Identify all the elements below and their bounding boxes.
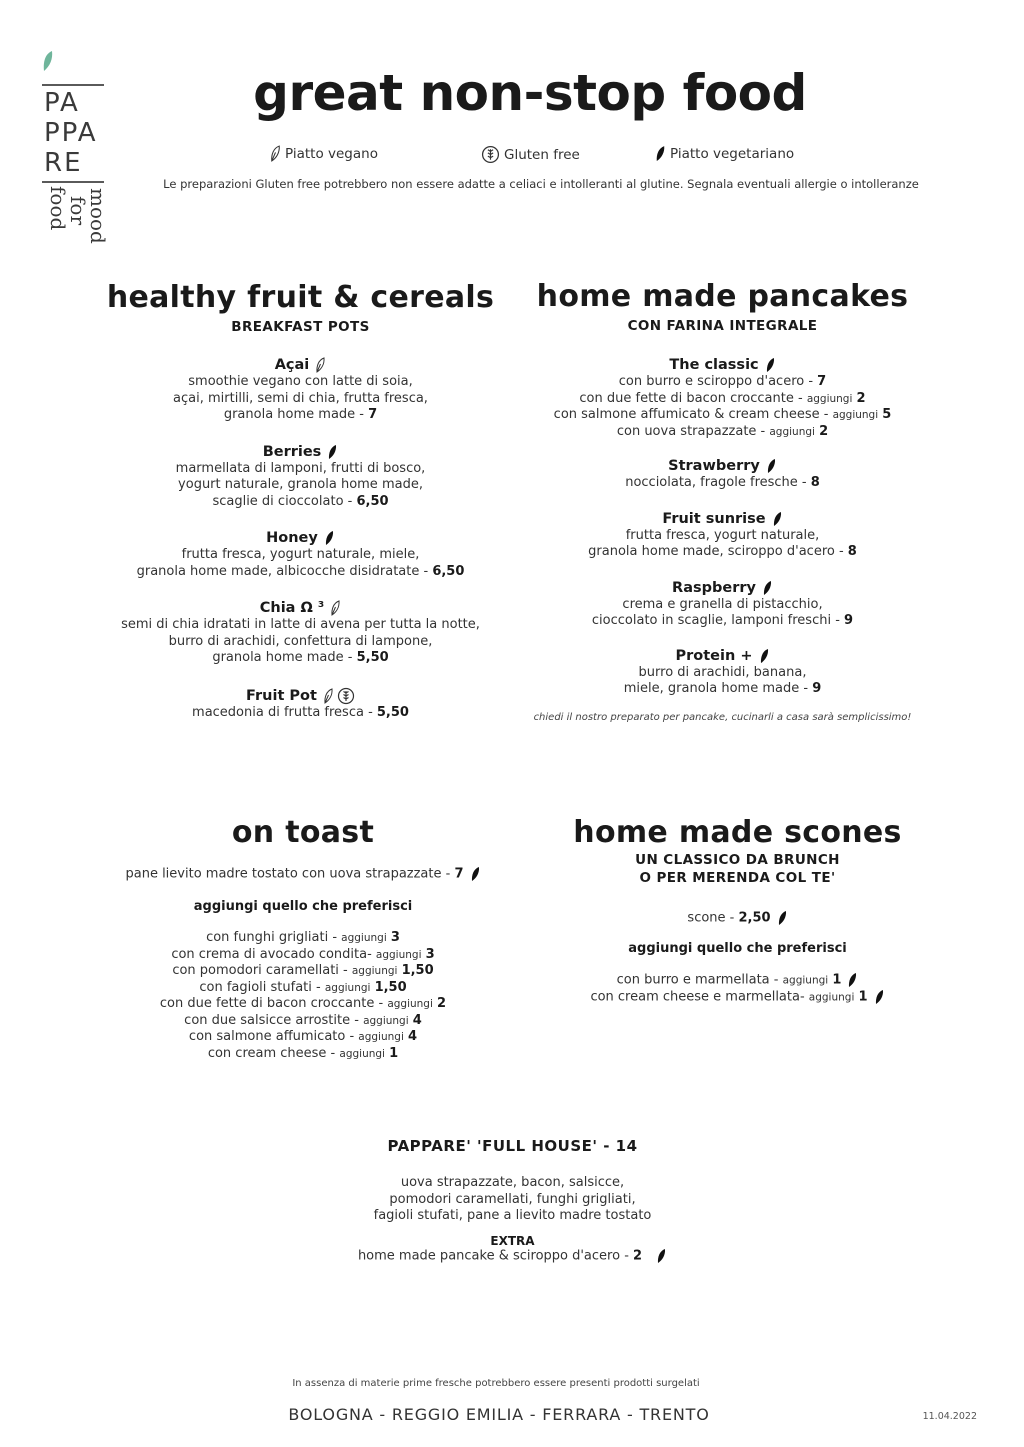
gluten-free-icon bbox=[337, 687, 355, 705]
item-name: Honey bbox=[266, 530, 318, 546]
list-item: con due fette di bacon croccante - aggiungi 2 bbox=[159, 996, 447, 1011]
section-title: home made scones bbox=[573, 815, 902, 850]
item-price: 7 bbox=[368, 407, 378, 422]
item-price: 9 bbox=[812, 681, 822, 696]
extra-heading: EXTRA bbox=[490, 1233, 535, 1248]
item-desc: con burro e sciroppo d'acero - bbox=[618, 374, 818, 389]
pancake-mix-note: chiedi il nostro preparato per pancake, cucinarli a casa sarà semplicissimo! bbox=[533, 711, 912, 723]
logo-text-1: PA bbox=[44, 88, 80, 118]
item-price: 6,50 bbox=[432, 563, 465, 579]
legend-vegetarian-label: Piatto vegetariano bbox=[670, 145, 795, 162]
list-item: con cream cheese - aggiungi 1 bbox=[207, 1045, 399, 1061]
menu-item-berries bbox=[98, 444, 503, 511]
vegetarian-leaf-icon bbox=[762, 580, 773, 596]
item-desc: macedonia di frutta fresca - bbox=[192, 704, 377, 720]
item-desc: nocciolata, fragole fresche - bbox=[625, 475, 811, 490]
item-price: 7 bbox=[454, 866, 464, 882]
item-name: Fruit Pot bbox=[246, 687, 317, 704]
item-price: 2 bbox=[856, 390, 866, 406]
vegetarian-leaf-icon bbox=[766, 458, 777, 474]
item-desc: granola home made, albicocche disidratate - bbox=[136, 563, 433, 579]
item-name: Berries bbox=[262, 443, 322, 460]
vegetarian-leaf-icon bbox=[327, 444, 338, 460]
logo-text-2: PPA bbox=[44, 118, 98, 148]
vegetarian-leaf-icon bbox=[777, 910, 788, 926]
item-price: 8 bbox=[847, 544, 857, 559]
add-heading: aggiungi quello che preferisci bbox=[628, 941, 847, 956]
gluten-free-icon bbox=[481, 145, 500, 164]
list-item: con crema di avocado condita- aggiungi 3 bbox=[171, 946, 435, 962]
item-desc: scaglie di cioccolato - bbox=[212, 493, 357, 509]
section-full-house bbox=[300, 1137, 725, 1265]
vegetarian-leaf-icon bbox=[656, 1248, 667, 1264]
add-label: aggiungi bbox=[769, 425, 815, 438]
scone-extras-list bbox=[540, 972, 935, 1006]
logo-tag-for: for bbox=[66, 196, 90, 226]
menu-item-classic bbox=[515, 357, 930, 440]
item-desc: granola home made - bbox=[212, 650, 357, 665]
locations: BOLOGNA - REGGIO EMILIA - FERRARA - TRENTO bbox=[288, 1405, 710, 1424]
item-price: 7 bbox=[817, 374, 827, 389]
full-house-title: PAPPARE' 'FULL HOUSE' - 14 bbox=[387, 1137, 638, 1155]
item-desc: pane lievito madre tostato con uova strapazzate - bbox=[125, 866, 455, 882]
vegetarian-leaf-icon bbox=[765, 357, 776, 373]
item-price: 2 bbox=[633, 1248, 643, 1263]
list-item: con pomodori caramellati - aggiungi 1,50 bbox=[172, 963, 434, 978]
item-desc: açai, mirtilli, semi di chia, frutta fresca, bbox=[173, 390, 428, 406]
menu-item-raspberry bbox=[515, 580, 930, 630]
item-desc: con due fette di bacon croccante - bbox=[579, 390, 807, 406]
allergy-disclaimer: Le preparazioni Gluten free potrebbero non essere adatte a celiaci e intolleranti al glutine. Segnala eventuali allergie o intolleranze bbox=[163, 177, 919, 191]
item-desc: uova strapazzate, bacon, salsicce, bbox=[400, 1175, 625, 1190]
menu-item-protein bbox=[515, 648, 930, 698]
item-price: 8 bbox=[810, 475, 820, 490]
vegetarian-leaf-icon bbox=[772, 511, 783, 527]
item-name: Chia Ω ³ bbox=[259, 600, 325, 616]
item-desc: yogurt naturale, granola home made, bbox=[178, 477, 423, 492]
item-name: Raspberry bbox=[672, 579, 756, 596]
item-name: Açai bbox=[274, 357, 310, 373]
vegetarian-leaf-icon bbox=[324, 530, 335, 546]
logo-tag-mood: mood bbox=[86, 188, 110, 244]
item-desc: granola home made, sciroppo d'acero - bbox=[588, 544, 848, 559]
legend-vegan bbox=[270, 145, 378, 162]
menu-item-acai bbox=[98, 357, 503, 424]
item-price: 9 bbox=[844, 613, 854, 628]
item-desc: granola home made - bbox=[223, 407, 369, 422]
frozen-products-note: In assenza di materie prime fresche potrebbero essere presenti prodotti surgelati bbox=[292, 1378, 700, 1389]
item-price: 2 bbox=[819, 423, 829, 439]
vegan-leaf-icon bbox=[315, 357, 326, 373]
section-scones bbox=[540, 815, 935, 1006]
vegetarian-leaf-icon bbox=[874, 989, 885, 1005]
item-desc: frutta fresca, yogurt naturale, miele, bbox=[181, 547, 420, 562]
section-pancakes bbox=[515, 279, 930, 723]
item-price: 5,50 bbox=[376, 704, 409, 720]
section-title: healthy fruit & cereals bbox=[106, 280, 495, 315]
extra-item bbox=[300, 1248, 725, 1265]
item-desc: con uova strapazzate - bbox=[616, 423, 770, 439]
item-desc: cioccolato in scaglie, lamponi freschi - bbox=[591, 613, 845, 628]
item-desc: pomodori caramellati, funghi grigliati, bbox=[389, 1191, 636, 1207]
menu-item-fruit-pot bbox=[98, 687, 503, 722]
section-subtitle-1: UN CLASSICO DA BRUNCH bbox=[635, 852, 840, 868]
item-desc: home made pancake & sciroppo d'acero - bbox=[357, 1248, 634, 1263]
item-desc: miele, granola home made - bbox=[623, 681, 813, 696]
page-title: great non-stop food bbox=[253, 64, 807, 122]
section-subtitle: BREAKFAST POTS bbox=[231, 319, 370, 335]
item-desc: fagioli stufati, pane a lievito madre tostato bbox=[373, 1208, 652, 1223]
vegan-leaf-icon bbox=[270, 145, 281, 162]
list-item: con funghi grigliati - aggiungi 3 bbox=[206, 930, 400, 945]
item-desc: con salmone affumicato & cream cheese - bbox=[553, 407, 833, 422]
add-heading: aggiungi quello che preferisci bbox=[193, 899, 413, 914]
item-name: Fruit sunrise bbox=[662, 510, 766, 527]
add-label: aggiungi bbox=[806, 392, 853, 405]
item-desc: burro di arachidi, confettura di lampone, bbox=[168, 633, 433, 649]
list-item: con due salsicce arrostite - aggiungi 4 bbox=[184, 1012, 422, 1028]
item-desc: smoothie vegano con latte di soia, bbox=[188, 374, 413, 389]
section-fruit-cereals bbox=[98, 280, 503, 721]
menu-item-honey bbox=[98, 530, 503, 580]
vegan-leaf-icon bbox=[330, 600, 341, 616]
item-name: Protein + bbox=[675, 647, 753, 664]
item-price: 2,50 bbox=[738, 910, 771, 926]
logo-text-3: RE bbox=[44, 148, 83, 178]
item-name: The classic bbox=[669, 357, 759, 373]
vegetarian-leaf-icon bbox=[470, 866, 481, 882]
item-price: 5 bbox=[882, 407, 892, 422]
item-desc: semi di chia idratati in latte di avena per tutta la notte, bbox=[121, 617, 480, 632]
section-title: on toast bbox=[231, 815, 375, 850]
legend-vegan-label: Piatto vegano bbox=[285, 145, 378, 162]
menu-item-chia bbox=[98, 600, 503, 667]
logo-tag-food: food bbox=[46, 186, 70, 231]
item-desc: crema e granella di pistacchio, bbox=[622, 596, 823, 612]
menu-item-strawberry bbox=[515, 458, 930, 492]
section-title: home made pancakes bbox=[536, 279, 909, 314]
scone-base bbox=[540, 910, 935, 927]
legend-gluten bbox=[481, 145, 580, 164]
list-item: con burro e marmellata - aggiungi 1 bbox=[540, 972, 935, 989]
vegetarian-leaf-icon bbox=[759, 648, 770, 664]
add-label: aggiungi bbox=[832, 409, 879, 421]
item-desc: scone - bbox=[687, 910, 739, 926]
section-subtitle: CON FARINA INTEGRALE bbox=[627, 318, 818, 334]
menu-item-fruit-sunrise bbox=[515, 511, 930, 561]
section-subtitle-2: O PER MERENDA COL TE' bbox=[639, 870, 836, 886]
item-price: 6,50 bbox=[356, 493, 389, 509]
legend-gluten-label: Gluten free bbox=[504, 146, 580, 163]
item-desc: marmellata di lamponi, frutti di bosco, bbox=[175, 460, 426, 476]
item-desc: frutta fresca, yogurt naturale, bbox=[625, 527, 820, 543]
full-house-desc bbox=[300, 1175, 725, 1225]
logo-tagline bbox=[46, 186, 110, 336]
vegetarian-leaf-icon bbox=[655, 145, 666, 162]
section-on-toast bbox=[98, 815, 508, 1062]
item-price: 5,50 bbox=[356, 650, 389, 665]
vegetarian-leaf-icon bbox=[847, 972, 858, 988]
item-name: Strawberry bbox=[668, 458, 760, 474]
legend-vegetarian bbox=[655, 145, 794, 162]
list-item: con fagioli stufati - aggiungi 1,50 bbox=[199, 979, 407, 995]
toast-extras-list bbox=[98, 930, 508, 1062]
vegan-leaf-icon bbox=[323, 688, 334, 704]
menu-date: 11.04.2022 bbox=[922, 1411, 977, 1422]
list-item: con salmone affumicato - aggiungi 4 bbox=[188, 1029, 418, 1044]
toast-base bbox=[98, 866, 508, 883]
item-desc: burro di arachidi, banana, bbox=[638, 664, 807, 680]
list-item: con cream cheese e marmellata- aggiungi 1 bbox=[540, 989, 935, 1006]
